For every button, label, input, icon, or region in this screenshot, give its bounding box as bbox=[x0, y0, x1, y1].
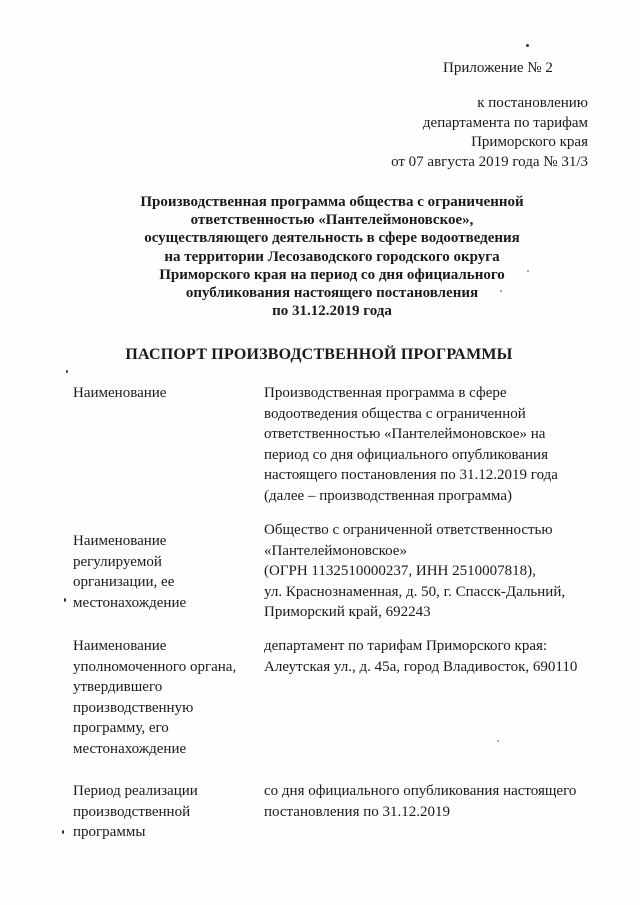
value-line: Общество с ограниченной ответственностью bbox=[264, 522, 553, 538]
value-line: Производственная программа в сфере bbox=[264, 385, 507, 401]
row-value-name bbox=[264, 383, 604, 506]
row-label-period bbox=[73, 781, 253, 843]
resolution-reference bbox=[391, 94, 588, 172]
reference-line: к постановлению bbox=[477, 95, 588, 111]
label-line: организации, ее bbox=[73, 574, 175, 590]
scan-speck bbox=[527, 270, 529, 272]
label-line: утвердившего bbox=[73, 679, 163, 695]
scan-speck bbox=[526, 44, 529, 47]
document-title bbox=[112, 193, 552, 320]
label-line: местонахождение bbox=[73, 740, 187, 757]
reference-line: Приморского края bbox=[471, 134, 588, 150]
value-line: постановления по 31.12.2019 bbox=[264, 803, 450, 820]
label-line: местонахождение bbox=[73, 594, 187, 611]
value-line: водоотведения общества с ограниченной bbox=[264, 405, 526, 422]
title-line: опубликования настоящего постановления bbox=[185, 285, 479, 302]
label-line: Наименование bbox=[73, 638, 167, 654]
passport-heading: ПАСПОРТ ПРОИЗВОДСТВЕННОЙ ПРОГРАММЫ bbox=[125, 346, 513, 363]
label-line: регулируемой bbox=[73, 553, 162, 570]
reference-line: от 07 августа 2019 года № 31/3 bbox=[391, 153, 588, 170]
label-line: Наименование bbox=[73, 533, 167, 549]
scan-speck bbox=[497, 740, 499, 742]
value-line: со дня официального опубликования настоящего bbox=[264, 783, 577, 799]
value-line: период со дня официального опубликования bbox=[264, 446, 548, 463]
scan-speck bbox=[66, 370, 68, 373]
scan-speck bbox=[62, 830, 64, 834]
label-line: Период реализации bbox=[73, 783, 198, 799]
value-line: департамент по тарифам Приморского края: bbox=[264, 638, 548, 654]
row-value-authority bbox=[264, 636, 604, 677]
label-line: производственную bbox=[73, 699, 194, 716]
value-line: ответственностью «Пантелеймоновское» на bbox=[264, 426, 546, 442]
title-line: осуществляющего деятельность в сфере водоотведения bbox=[144, 230, 520, 247]
value-line: (ОГРН 1132510000237, ИНН 2510007818), bbox=[264, 563, 536, 579]
row-value-organization bbox=[264, 520, 604, 623]
value-line: (далее – производственная программа) bbox=[264, 487, 512, 504]
value-line: Приморский край, 692243 bbox=[264, 604, 431, 620]
label-line: программу, его bbox=[73, 720, 169, 736]
label-line: уполномоченного органа, bbox=[73, 658, 237, 675]
reference-line: департамента по тарифам bbox=[422, 114, 588, 131]
scan-speck bbox=[64, 598, 66, 602]
title-line: Производственная программа общества с ограниченной bbox=[140, 194, 524, 210]
scan-speck bbox=[500, 290, 502, 292]
row-label-organization bbox=[73, 531, 253, 613]
label-line: производственной bbox=[73, 803, 191, 820]
title-line: на территории Лесозаводского городского округа bbox=[164, 248, 500, 265]
label-line: Наименование bbox=[73, 385, 167, 401]
value-line: ул. Краснознаменная, д. 50, г. Спасск-Дальний, bbox=[264, 583, 566, 600]
title-line: по 31.12.2019 года bbox=[272, 303, 392, 320]
row-label-authority bbox=[73, 636, 253, 759]
annex-label: Приложение № 2 bbox=[443, 60, 553, 76]
row-value-period bbox=[264, 781, 604, 822]
value-line: «Пантелеймоновское» bbox=[264, 542, 407, 559]
label-line: программы bbox=[73, 824, 146, 840]
value-line: Алеутская ул., д. 45а, город Владивосток, 690110 bbox=[264, 658, 578, 675]
title-line: ответственностью «Пантелеймоновское», bbox=[190, 212, 474, 229]
row-label-name bbox=[73, 383, 253, 404]
title-line: Приморского края на период со дня официального bbox=[159, 266, 505, 283]
value-line: настоящего постановления по 31.12.2019 года bbox=[264, 467, 558, 483]
